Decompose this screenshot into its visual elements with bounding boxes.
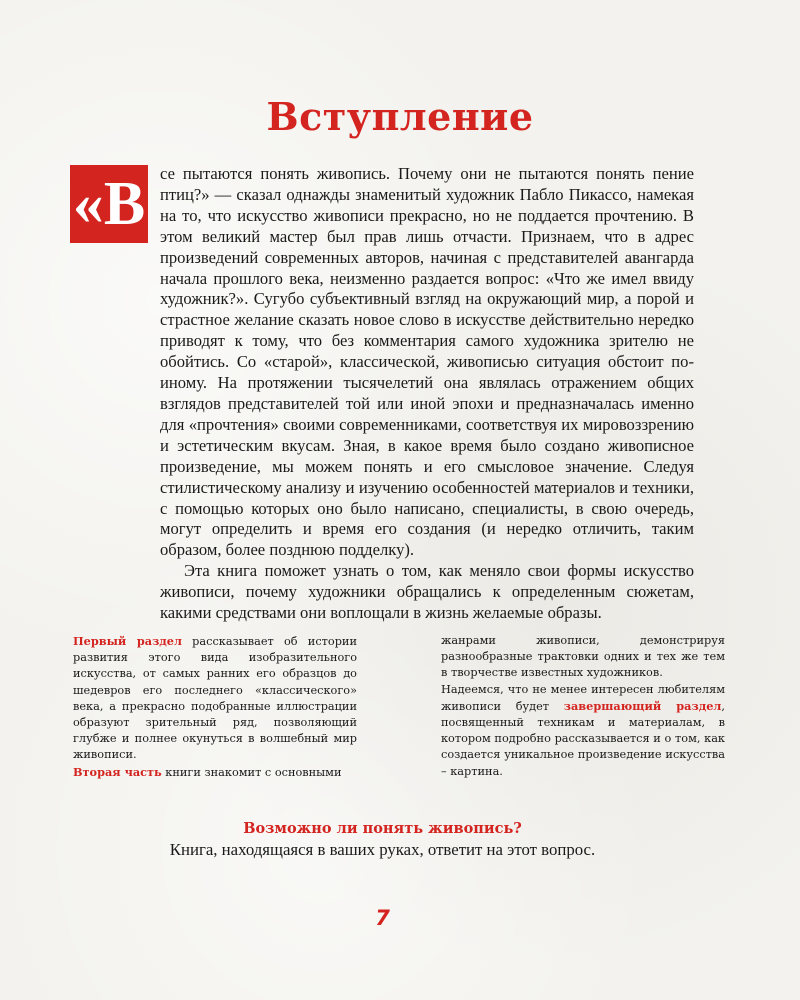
answer-text: Книга, находящаяся в ваших руках, ответит на этот вопрос. <box>169 840 596 859</box>
right-paragraph-2 <box>441 682 725 780</box>
second-part-highlight: Вторая часть <box>73 764 162 779</box>
left-paragraph-1-text: рассказывает об истории развития этого вида изобразительного искусства, от самых ранних его образцов до шедевров его последнего «классического» века, а прекрасно подобранные иллюстрации образуют зрительный ряд, позволяющий глубже и полнее окунуться в волшебный мир живописи. <box>73 635 357 762</box>
left-column <box>73 633 357 781</box>
left-paragraph-1 <box>73 633 357 764</box>
right-column <box>441 633 725 781</box>
page-title: Вступление <box>266 94 534 139</box>
intro-paragraph-1: се пытаются понять живопись. Почему они не пытаются понять пение птиц?» — сказал однажды знаменитый художник Пабло Пикассо, намекая на то, что искусство живописи прекрасно, но не поддается прочтению. В этом великий мастер был прав лишь отчасти. Признаем, что в адрес произведений современных авторов, начиная с представителей авангарда начала прошлого века, неизменно раздается вопрос: «Что же имел ввиду художник?». Сугубо субъективный взгляд на окружающий мир, а порой и страстное желание сказать новое слово в искусстве действительно нередко приводят к тому, что без комментария самого художника зрителю не обойтись. Со «старой», классической, живописью ситуация обстоит по-иному. На протяжении тысячелетий она являлась отражением общих взглядов представителей той или иной эпохи и предназначалась именно для «прочтения» своими современниками, соответствуя их мировоззрению и эстетическим вкусам. Зная, в какое время было создано живописное произведение, мы можем понять и его смысловое значение. Следуя стилистическому анализу и изучению особенностей материалов и техники, с помощью которых оно было написано, специалисты, в свою очередь, могут определить и время его создания (и нередко отличить, таким образом, более позднюю подделку). <box>160 164 694 560</box>
question-heading: Возможно ли понять живопись? <box>243 820 522 837</box>
right-paragraph-1: жанрами живописи, демонстрируя разнообразные трактовки одних и тех же тем в творчестве известных художников. <box>441 634 725 680</box>
right-paragraph-2-text-before: Надеемся, что не менее интересен любителям живописи будет <box>441 682 725 713</box>
drop-cap: «В <box>70 165 148 243</box>
final-section-highlight: завершающий раздел <box>563 698 722 713</box>
two-column-section <box>73 633 725 781</box>
intro-text <box>160 164 694 624</box>
first-section-highlight: Первый раздел <box>73 634 182 648</box>
left-paragraph-2-text: книги знакомит с основными <box>161 765 342 779</box>
page-number: 7 <box>375 906 390 930</box>
left-paragraph-2 <box>73 764 357 781</box>
right-paragraph-2-text-after: , посвященный техникам и материалам, в котором подробно рассказывается и о том, как создается уникальное произведение искусства – картина. <box>441 699 725 778</box>
intro-paragraph-2: Эта книга поможет узнать о том, как меняло свои формы искусство живописи, почему художники обращались к определенным сюжетам, какими средствами они воплощали в жизнь желаемые образы. <box>160 561 694 623</box>
